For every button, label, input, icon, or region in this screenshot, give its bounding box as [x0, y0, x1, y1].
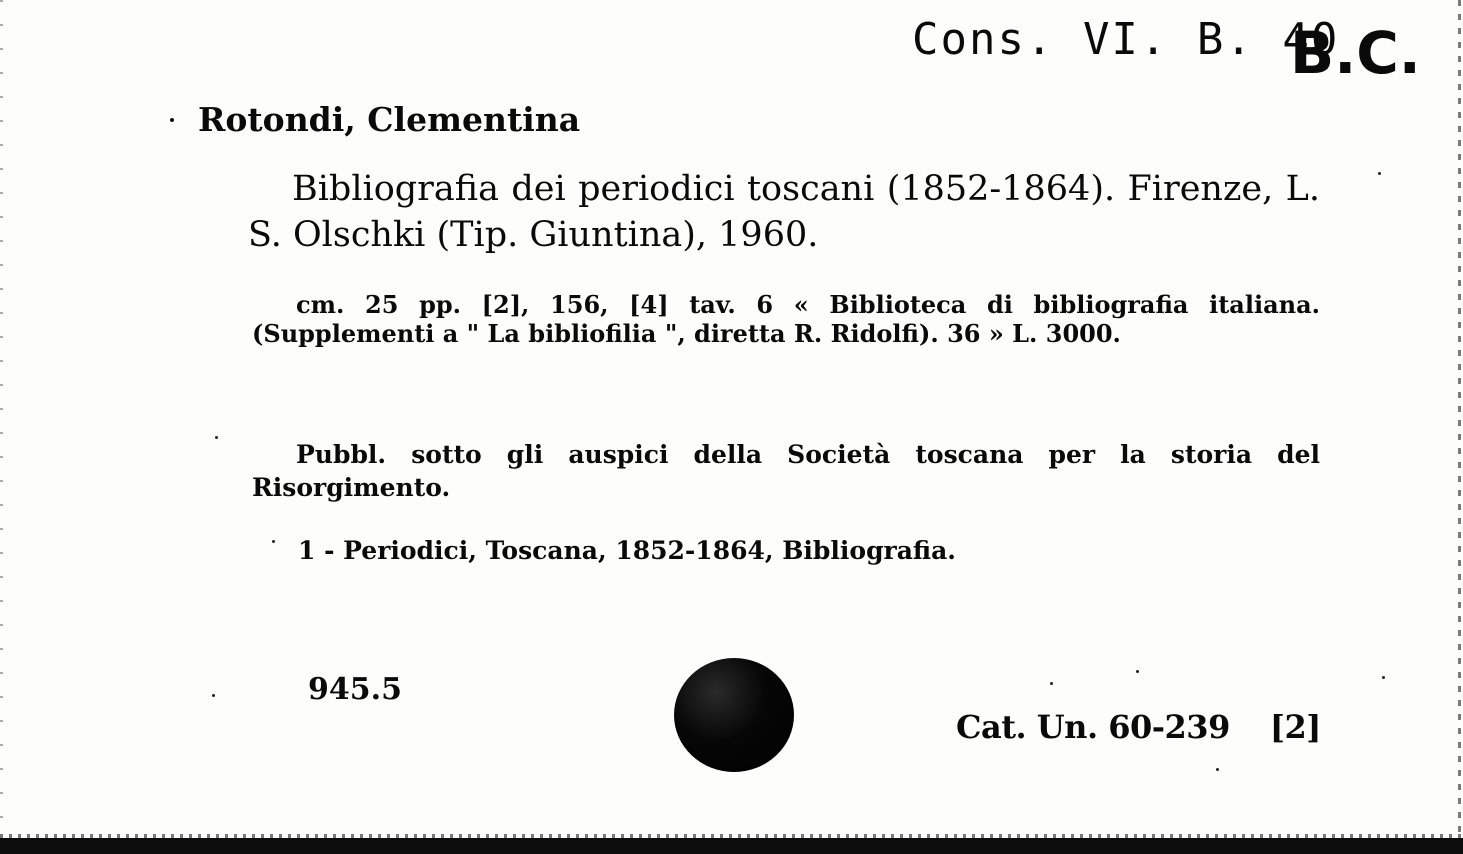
collation-statement: cm. 25 pp. [2], 156, [4] tav. 6 « Biblioteca di bibliografia italiana. (Supplementi a " La bibliofilia ", diretta R. Ridolfi). 36 » L. 3000.: [252, 290, 1320, 348]
speck: [272, 540, 275, 543]
library-stamp: B.C.: [1290, 19, 1421, 87]
speck: [215, 436, 218, 439]
catalog-reference: [956, 708, 1321, 746]
punch-hole: [674, 658, 794, 772]
speck: [1382, 676, 1385, 679]
catalog-reference-code: Cat. Un. 60-239: [956, 708, 1230, 746]
call-number: Cons. VI. B. 40: [912, 14, 1340, 65]
card-bottom-edge: [0, 838, 1463, 854]
speck: [1136, 670, 1139, 673]
speck: [1050, 682, 1053, 685]
card-number: [2]: [1269, 708, 1321, 746]
subject-heading: 1 - Periodici, Toscana, 1852-1864, Bibliografia.: [298, 536, 956, 565]
title-statement: Bibliografia dei periodici toscani (1852-1864). Firenze, L. S. Olschki (Tip. Giuntina), 1960.: [248, 169, 1320, 255]
general-note: Pubbl. sotto gli auspici della Società toscana per la storia del Risorgimento.: [252, 440, 1320, 502]
bullet-mark: [170, 118, 174, 122]
speck: [1216, 768, 1219, 771]
classification-number: 945.5: [308, 672, 402, 707]
speck: [1378, 172, 1381, 175]
card-left-edge: [0, 0, 3, 854]
card-right-edge: [1458, 0, 1461, 854]
author-heading: Rotondi, Clementina: [198, 100, 581, 139]
speck: [212, 694, 215, 697]
